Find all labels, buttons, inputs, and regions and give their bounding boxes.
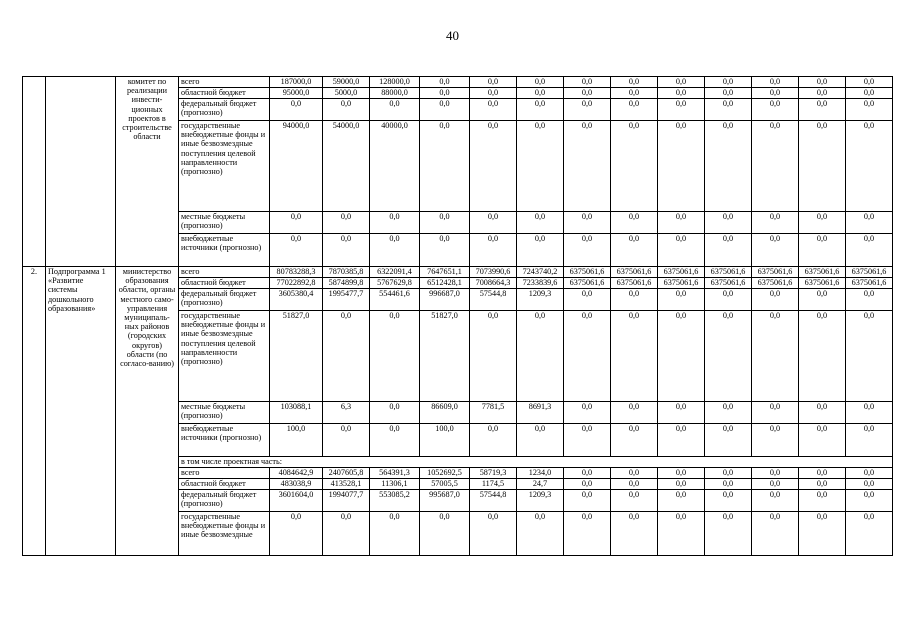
amount-cell: 0,0 [270,512,323,556]
amount-cell: 0,0 [846,479,893,490]
amount-cell: 54000,0 [323,121,370,212]
amount-cell: 0,0 [799,512,846,556]
funding-source: внебюджетные источники (прогнозно) [179,424,270,457]
amount-cell: 0,0 [564,289,611,311]
amount-cell: 0,0 [470,77,517,88]
amount-cell: 0,0 [611,512,658,556]
amount-cell: 0,0 [705,402,752,424]
amount-cell: 7870385,8 [323,267,370,278]
amount-cell: 0,0 [370,512,420,556]
amount-cell: 0,0 [517,121,564,212]
amount-cell: 0,0 [564,77,611,88]
amount-cell: 0,0 [846,468,893,479]
amount-cell: 0,0 [752,289,799,311]
amount-cell: 0,0 [517,424,564,457]
amount-cell: 6,3 [323,402,370,424]
amount-cell: 0,0 [705,234,752,267]
amount-cell: 0,0 [846,289,893,311]
amount-cell: 0,0 [799,99,846,121]
amount-cell: 1174,5 [470,479,517,490]
amount-cell: 6375061,6 [611,267,658,278]
amount-cell: 0,0 [564,88,611,99]
amount-cell: 0,0 [799,490,846,512]
amount-cell: 0,0 [752,468,799,479]
funding-source: местные бюджеты (прогнозно) [179,212,270,234]
amount-cell: 6375061,6 [799,278,846,289]
amount-cell: 0,0 [370,424,420,457]
project-part-caption: в том числе проектная часть: [179,457,893,468]
amount-cell: 0,0 [564,121,611,212]
amount-cell: 0,0 [564,311,611,402]
amount-cell: 6322091,4 [370,267,420,278]
amount-cell: 0,0 [564,402,611,424]
funding-source: государственные внебюджетные фонды и иные безвозмездные поступления целевой направленности (прогнозно) [179,121,270,212]
amount-cell: 0,0 [799,234,846,267]
amount-cell: 0,0 [323,311,370,402]
amount-cell: 0,0 [846,121,893,212]
amount-cell: 0,0 [846,77,893,88]
item-number [23,77,46,267]
amount-cell: 0,0 [323,424,370,457]
amount-cell: 0,0 [752,512,799,556]
amount-cell: 5000,0 [323,88,370,99]
amount-cell: 0,0 [799,88,846,99]
amount-cell: 483038,9 [270,479,323,490]
amount-cell: 0,0 [611,99,658,121]
funding-source: федеральный бюджет (прогнозно) [179,289,270,311]
amount-cell: 0,0 [611,479,658,490]
amount-cell: 6375061,6 [658,278,705,289]
amount-cell: 0,0 [846,88,893,99]
amount-cell: 7233839,6 [517,278,564,289]
funding-source: федеральный бюджет (прогнозно) [179,490,270,512]
amount-cell: 94000,0 [270,121,323,212]
item-name [46,77,116,267]
amount-cell: 0,0 [658,88,705,99]
page-number: 40 [446,28,459,43]
amount-cell: 58719,3 [470,468,517,479]
amount-cell: 0,0 [611,234,658,267]
amount-cell: 7647651,1 [420,267,470,278]
amount-cell: 6375061,6 [611,278,658,289]
amount-cell: 0,0 [611,468,658,479]
amount-cell: 0,0 [564,512,611,556]
amount-cell: 6375061,6 [564,278,611,289]
amount-cell: 0,0 [370,212,420,234]
amount-cell: 0,0 [517,234,564,267]
amount-cell: 413528,1 [323,479,370,490]
amount-cell: 0,0 [564,99,611,121]
amount-cell: 0,0 [846,212,893,234]
amount-cell: 0,0 [799,212,846,234]
amount-cell: 0,0 [752,479,799,490]
amount-cell: 51827,0 [420,311,470,402]
amount-cell: 0,0 [517,512,564,556]
amount-cell: 0,0 [270,99,323,121]
amount-cell: 6512428,1 [420,278,470,289]
amount-cell: 187000,0 [270,77,323,88]
amount-cell: 0,0 [611,424,658,457]
amount-cell: 0,0 [658,468,705,479]
amount-cell: 0,0 [752,424,799,457]
amount-cell: 0,0 [752,88,799,99]
amount-cell: 0,0 [270,234,323,267]
amount-cell: 0,0 [370,402,420,424]
amount-cell: 0,0 [705,289,752,311]
amount-cell: 2407605,8 [323,468,370,479]
amount-cell: 0,0 [799,479,846,490]
amount-cell: 5767629,8 [370,278,420,289]
amount-cell: 7781,5 [470,402,517,424]
amount-cell: 0,0 [564,212,611,234]
amount-cell: 0,0 [705,512,752,556]
amount-cell: 0,0 [611,77,658,88]
amount-cell: 0,0 [564,479,611,490]
amount-cell: 995687,0 [420,490,470,512]
amount-cell: 0,0 [470,212,517,234]
amount-cell: 0,0 [658,424,705,457]
amount-cell: 0,0 [752,99,799,121]
budget-table [22,76,893,556]
amount-cell: 0,0 [799,121,846,212]
item-number: 2. [23,267,46,556]
amount-cell: 0,0 [799,311,846,402]
amount-cell: 0,0 [323,212,370,234]
amount-cell: 1209,3 [517,289,564,311]
funding-source: внебюджетные источники (прогнозно) [179,234,270,267]
amount-cell: 0,0 [846,490,893,512]
amount-cell: 0,0 [752,402,799,424]
amount-cell: 6375061,6 [658,267,705,278]
amount-cell: 0,0 [846,99,893,121]
funding-source: государственные внебюджетные фонды и иные безвозмездные поступления целевой направленности (прогнозно) [179,311,270,402]
amount-cell: 0,0 [705,468,752,479]
funding-source: всего [179,77,270,88]
amount-cell: 57544,8 [470,289,517,311]
amount-cell: 0,0 [370,99,420,121]
amount-cell: 0,0 [611,88,658,99]
amount-cell: 7243740,2 [517,267,564,278]
amount-cell: 0,0 [470,88,517,99]
amount-cell: 0,0 [420,121,470,212]
funding-source: всего [179,468,270,479]
funding-source: федеральный бюджет (прогнозно) [179,99,270,121]
amount-cell: 0,0 [705,121,752,212]
amount-cell: 0,0 [564,424,611,457]
amount-cell: 0,0 [658,479,705,490]
amount-cell: 553085,2 [370,490,420,512]
amount-cell: 0,0 [658,402,705,424]
amount-cell: 1995477,7 [323,289,370,311]
amount-cell: 0,0 [470,311,517,402]
amount-cell: 0,0 [564,234,611,267]
amount-cell: 0,0 [705,212,752,234]
funding-source: государственные внебюджетные фонды и иные безвозмездные [179,512,270,556]
amount-cell: 0,0 [611,311,658,402]
responsible-executor: комитет по реализации инвести-ционных проектов в строительстве области [116,77,179,267]
amount-cell: 0,0 [323,99,370,121]
amount-cell: 100,0 [270,424,323,457]
amount-cell: 0,0 [564,490,611,512]
amount-cell: 0,0 [420,88,470,99]
amount-cell: 0,0 [420,212,470,234]
amount-cell: 0,0 [420,512,470,556]
amount-cell: 0,0 [799,468,846,479]
amount-cell: 0,0 [752,212,799,234]
amount-cell: 0,0 [323,234,370,267]
amount-cell: 0,0 [517,77,564,88]
amount-cell: 0,0 [846,234,893,267]
amount-cell: 7008664,3 [470,278,517,289]
amount-cell: 0,0 [611,490,658,512]
amount-cell: 0,0 [611,121,658,212]
amount-cell: 0,0 [705,311,752,402]
amount-cell: 0,0 [705,490,752,512]
amount-cell: 0,0 [799,289,846,311]
amount-cell: 0,0 [564,468,611,479]
amount-cell: 0,0 [470,99,517,121]
amount-cell: 6375061,6 [705,278,752,289]
amount-cell: 0,0 [658,121,705,212]
amount-cell: 0,0 [420,234,470,267]
amount-cell: 0,0 [420,99,470,121]
amount-cell: 6375061,6 [846,267,893,278]
amount-cell: 0,0 [752,234,799,267]
amount-cell: 0,0 [752,121,799,212]
amount-cell: 564391,3 [370,468,420,479]
amount-cell: 103088,1 [270,402,323,424]
amount-cell: 554461,6 [370,289,420,311]
amount-cell: 0,0 [846,402,893,424]
amount-cell: 0,0 [517,311,564,402]
amount-cell: 0,0 [370,234,420,267]
amount-cell: 0,0 [370,311,420,402]
amount-cell: 0,0 [658,99,705,121]
amount-cell: 0,0 [705,424,752,457]
amount-cell: 0,0 [705,88,752,99]
amount-cell: 0,0 [270,212,323,234]
amount-cell: 0,0 [752,490,799,512]
amount-cell: 40000,0 [370,121,420,212]
funding-source: областной бюджет [179,479,270,490]
funding-source: всего [179,267,270,278]
amount-cell: 0,0 [517,99,564,121]
amount-cell: 0,0 [658,512,705,556]
amount-cell: 0,0 [658,490,705,512]
amount-cell: 7073990,6 [470,267,517,278]
amount-cell: 0,0 [611,289,658,311]
amount-cell: 0,0 [799,77,846,88]
amount-cell: 57544,8 [470,490,517,512]
amount-cell: 77022892,8 [270,278,323,289]
amount-cell: 0,0 [752,77,799,88]
amount-cell: 0,0 [470,234,517,267]
amount-cell: 95000,0 [270,88,323,99]
amount-cell: 3601604,0 [270,490,323,512]
amount-cell: 0,0 [420,77,470,88]
amount-cell: 0,0 [517,212,564,234]
amount-cell: 996687,0 [420,289,470,311]
table-row [23,267,893,278]
amount-cell: 0,0 [705,479,752,490]
amount-cell: 59000,0 [323,77,370,88]
amount-cell: 6375061,6 [752,278,799,289]
amount-cell: 0,0 [658,212,705,234]
amount-cell: 0,0 [658,234,705,267]
amount-cell: 100,0 [420,424,470,457]
amount-cell: 0,0 [470,424,517,457]
amount-cell: 0,0 [611,212,658,234]
amount-cell: 0,0 [470,121,517,212]
amount-cell: 4084642,9 [270,468,323,479]
amount-cell: 0,0 [846,311,893,402]
table-row [23,77,893,88]
amount-cell: 88000,0 [370,88,420,99]
amount-cell: 80783288,3 [270,267,323,278]
amount-cell: 6375061,6 [564,267,611,278]
amount-cell: 1234,0 [517,468,564,479]
amount-cell: 11306,1 [370,479,420,490]
amount-cell: 0,0 [658,311,705,402]
amount-cell: 6375061,6 [705,267,752,278]
amount-cell: 0,0 [846,424,893,457]
amount-cell: 0,0 [611,402,658,424]
amount-cell: 57005,5 [420,479,470,490]
amount-cell: 1994077,7 [323,490,370,512]
subprogram-name: Подпрограмма 1 «Развитие системы дошкольного образования» [46,267,116,556]
amount-cell: 6375061,6 [846,278,893,289]
amount-cell: 6375061,6 [752,267,799,278]
amount-cell: 8691,3 [517,402,564,424]
amount-cell: 0,0 [658,289,705,311]
amount-cell: 0,0 [799,424,846,457]
amount-cell: 128000,0 [370,77,420,88]
amount-cell: 0,0 [799,402,846,424]
amount-cell: 0,0 [517,88,564,99]
amount-cell: 0,0 [846,512,893,556]
amount-cell: 51827,0 [270,311,323,402]
amount-cell: 86609,0 [420,402,470,424]
funding-source: областной бюджет [179,88,270,99]
amount-cell: 0,0 [658,77,705,88]
amount-cell: 24,7 [517,479,564,490]
funding-source: областной бюджет [179,278,270,289]
funding-source: местные бюджеты (прогнозно) [179,402,270,424]
amount-cell: 0,0 [705,77,752,88]
amount-cell: 1209,3 [517,490,564,512]
amount-cell: 5874899,8 [323,278,370,289]
amount-cell: 0,0 [323,512,370,556]
amount-cell: 1052692,5 [420,468,470,479]
amount-cell: 6375061,6 [799,267,846,278]
responsible-executor: министерство образования области, органы местного само-управления муниципаль-ных районов (городских округов) области (по согласо-ванию) [116,267,179,556]
amount-cell: 0,0 [705,99,752,121]
amount-cell: 0,0 [752,311,799,402]
amount-cell: 0,0 [470,512,517,556]
amount-cell: 3605380,4 [270,289,323,311]
